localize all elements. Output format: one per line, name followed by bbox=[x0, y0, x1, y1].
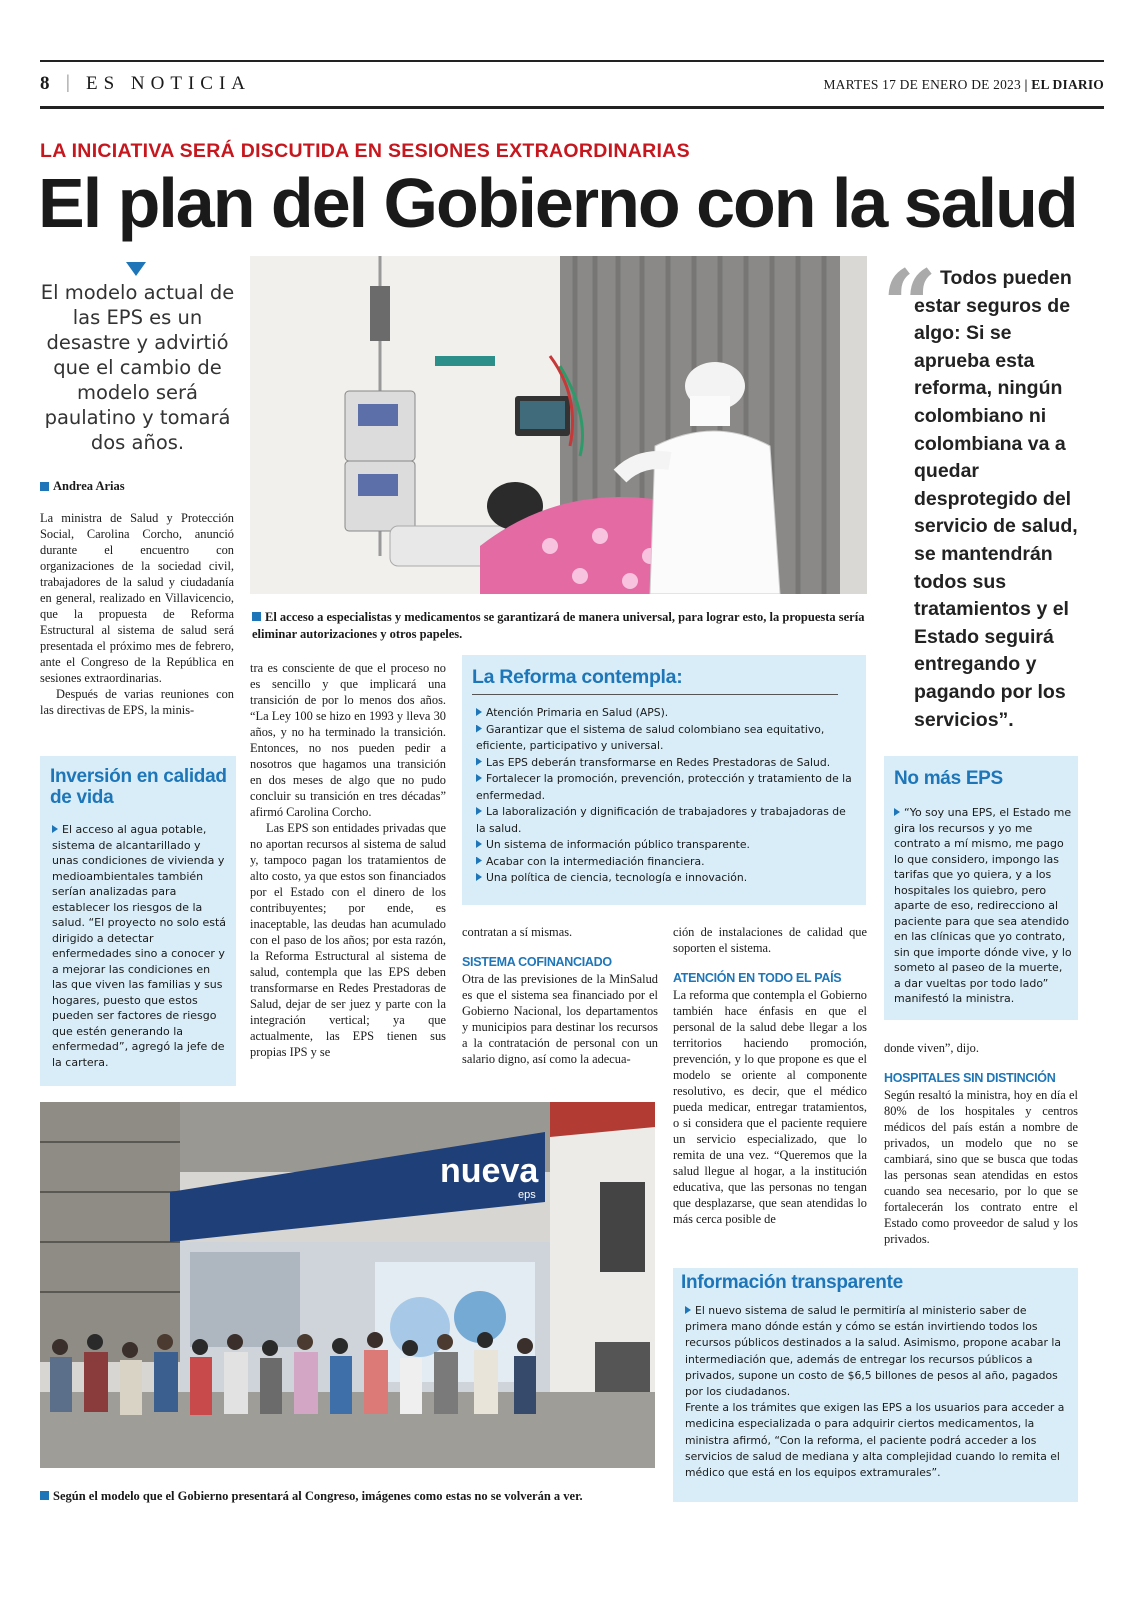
headline: El plan del Gobierno con la salud bbox=[38, 164, 1077, 242]
dateline: MARTES 17 DE ENERO DE 2023 | EL DIARIO bbox=[823, 77, 1104, 92]
arrow-bullet-icon bbox=[476, 873, 482, 881]
box-paragraph: El acceso al agua potable, sistema de alcantarillado y unas condiciones de vivienda y medioambientales también serían analizadas para establecer los riesgos de la salud. “El proyecto no solo está dirigido a detectar enfermedades sino a conocer y a mejorar las condiciones en las que viven las familias y sus hogares, puesto que estos pueden ser factores de riesgo que estén generando la enfermedad”, agregó la jefe de la cartera. bbox=[52, 823, 227, 1069]
list-item-text: Acabar con la intermediación financiera. bbox=[486, 854, 705, 868]
list-item-text: Garantizar que el sistema de salud colombiano sea equitativo, eficiente, participativo y universal. bbox=[476, 722, 825, 752]
square-bullet-icon bbox=[252, 612, 261, 621]
square-bullet-icon bbox=[40, 1491, 49, 1500]
author: Andrea Arias bbox=[53, 479, 125, 493]
sign-brand: nueva bbox=[440, 1152, 539, 1190]
box-paragraph bbox=[685, 1303, 1070, 1400]
paragraph: Otra de las previsiones de la MinSalud es que el sistema sea financiado por el Gobierno Nacional, los departamentos y municipios para destinar los recursos a la contratación de personal con un salario digno, así como la adecua- bbox=[462, 972, 658, 1066]
top-rule bbox=[40, 60, 1104, 62]
paragraph: Después de varias reuniones con las directivas de EPS, la minis- bbox=[40, 687, 234, 717]
list-item bbox=[476, 755, 856, 772]
byline bbox=[40, 479, 125, 494]
arrow-bullet-icon bbox=[476, 725, 482, 733]
subhead: SISTEMA COFINANCIADO bbox=[462, 955, 612, 969]
header-rule bbox=[40, 106, 1104, 109]
list-item bbox=[476, 771, 856, 804]
column-1 bbox=[40, 510, 234, 718]
box-no-eps bbox=[884, 756, 1078, 1020]
arrow-bullet-icon bbox=[476, 840, 482, 848]
square-bullet-icon bbox=[40, 482, 49, 491]
pull-quote: Todos pueden estar seguros de algo: Si se aprueba esta reforma, ningún colombiano ni colombiana va a quedar desprotegido del servicio de salud, se mantendrán todos sus tratamientos y el Estado seguirá entregando y pagando por los servicios”. bbox=[914, 267, 1078, 731]
box-info bbox=[673, 1268, 1078, 1502]
subhead: ATENCIÓN EN TODO EL PAÍS bbox=[673, 971, 842, 985]
arrow-bullet-icon bbox=[476, 857, 482, 865]
box-text bbox=[50, 822, 228, 1070]
quote-mark-icon: “ bbox=[882, 249, 938, 362]
paper-name: EL DIARIO bbox=[1031, 77, 1104, 92]
box-paragraph: Frente a los trámites que exigen las EPS a los usuarios para acceder a medicina especializada o para adquirir ciertos medicamentos, la ministra afirmó, “Con la reforma, el paciente podrá acceder a los servicios de salud de mediana y alta complejidad cuando lo remita el médico que está en los equipos extramurales”. bbox=[685, 1401, 1065, 1480]
paragraph: ción de instalaciones de calidad que soporten el sistema. bbox=[673, 925, 867, 955]
box-reforma bbox=[462, 655, 866, 905]
deck: El modelo actual de las EPS es un desastre y advirtió que el cambio de modelo será paulatino y tomará dos años. bbox=[40, 281, 235, 454]
list-item bbox=[476, 870, 856, 887]
paragraph: La ministra de Salud y Protección Social, Carolina Corcho, anunció durante el encuentro con organizaciones de la sociedad civil, trabajadores de la salud y ciudadanía en general, realizado en Villavicencio, que la propuesta de Reforma Estructural al sistema de salud será presentada el próximo mes de febrero, ante el Congreso de la República en sesiones extraordinarias. bbox=[40, 511, 234, 685]
column-5 bbox=[884, 1040, 1078, 1247]
box-title: Inversión en calidad de vida bbox=[50, 766, 227, 808]
sign-sub: eps bbox=[518, 1189, 536, 1201]
arrow-bullet-icon bbox=[476, 807, 482, 815]
eps-office-photo bbox=[40, 1102, 655, 1468]
list-item-text: Fortalecer la promoción, prevención, protección y tratamiento de la enfermedad. bbox=[476, 772, 852, 802]
page-number: 8 bbox=[40, 73, 51, 94]
arrow-bullet-icon bbox=[476, 708, 482, 716]
paragraph: contratan a sí mismas. bbox=[462, 925, 573, 939]
arrow-bullet-icon bbox=[894, 808, 900, 816]
arrow-bullet-icon bbox=[685, 1306, 691, 1314]
list-item-text: Un sistema de información público transparente. bbox=[486, 838, 750, 851]
hospital-photo bbox=[250, 256, 867, 594]
list-item bbox=[476, 854, 856, 871]
arrow-bullet-icon bbox=[52, 825, 58, 833]
arrow-bullet-icon bbox=[476, 758, 482, 766]
deck-triangle-icon bbox=[126, 262, 146, 276]
box-text bbox=[894, 805, 1072, 1007]
column-4 bbox=[673, 924, 867, 1227]
reforma-list bbox=[472, 705, 856, 887]
paragraph: Las EPS son entidades privadas que no aportan recursos al sistema de salud y, tampoco pagan los tratamientos de alto costo, ya que estos son financiados por el Estado con el dinero de los contribuyentes; por ende, es inaceptable, las deudas han acumulado con el paso de los años; por esta razón, la Reforma Estructural al sistema de salud, contempla que las EPS deben transformarse en Redes Prestadoras de Salud, dejar de ser juez y parte con la integración vertical; ya que actualmente, las EPS tienen sus propias IPS y se bbox=[250, 821, 446, 1059]
box-paragraph: “Yo soy una EPS, el Estado me gira los recursos y yo me contrato a mí mismo, me pago lo que considero, impongo las tarifas que yo quiera, y a los hospitales los quiebro, pero aparte de eso, redirecciono al paciente para que sea atendido en las clínicas que yo contrato, sin que importe dónde vive, y lo someto al paseo de la muerte, a dar vueltas por todo lado” manifestó la ministra. bbox=[894, 806, 1072, 1005]
photo2-caption bbox=[40, 1488, 655, 1505]
list-item-text: Una política de ciencia, tecnología e innovación. bbox=[486, 871, 748, 884]
issue-date: MARTES 17 DE ENERO DE 2023 bbox=[823, 77, 1021, 92]
paragraph: La reforma que contempla el Gobierno también hace énfasis en que el personal de la salud debe llegar a los territorios haciendo promoción, prevención, y lo que propone es que el modelo se oriente al componente resolutivo, es decir, que el médico pueda medicar, entregar tratamientos, o si considera que el paciente requiere un servicio especializado, que lo remita de una vez. “Queremos que la salud llegue al hogar, a la institución educativa, que las personas no tengan que desplazarse, que sean atendidas lo más cerca posible de bbox=[673, 988, 867, 1226]
kicker: LA INICIATIVA SERÁ DISCUTIDA EN SESIONES EXTRAORDINARIAS bbox=[40, 140, 690, 162]
list-item-text: Las EPS deberán transformarse en Redes Prestadoras de Salud. bbox=[486, 755, 831, 769]
list-item-text: La laboralización y dignificación de trabajadores y trabajadoras de la salud. bbox=[476, 805, 846, 835]
paragraph: donde viven”, dijo. bbox=[884, 1041, 979, 1055]
caption-text: El acceso a especialistas y medicamentos se garantizará de manera universal, para lograr esto, la propuesta sería eliminar autorizaciones y otros papeles. bbox=[252, 610, 865, 641]
list-item bbox=[476, 705, 856, 722]
box-text bbox=[681, 1303, 1070, 1481]
paragraph: tra es consciente de que el proceso no es sencillo y que implicará una transición de por lo menos dos años. “La Ley 100 se hizo en 1993 y lleva 30 años, y no ha terminado la transición. Entonces, no nos pueden pedir a nosotros que hagamos una transición en dos meses de algo que no pudo concluir su transición en tres décadas” afirmó Carolina Corcho. bbox=[250, 661, 446, 819]
box-paragraph-text: El nuevo sistema de salud le permitiría al ministerio saber de primera mano dónde están y cómo se están invirtiendo todos los recursos públicos destinados a la salud. Asimismo, propone acabar la intermediación que, además de entregar los recursos públicos a privados, supone un costo de $6,5 billones de pesos al año, pagados por los ciudadanos. bbox=[685, 1304, 1062, 1399]
list-item bbox=[476, 804, 856, 837]
caption-text: Según el modelo que el Gobierno presentará al Congreso, imágenes como estas no se volverán a ver. bbox=[53, 1489, 583, 1503]
list-item bbox=[476, 837, 856, 854]
eps-office-illustration bbox=[40, 1102, 655, 1468]
box-rule bbox=[472, 694, 838, 695]
box-title: No más EPS bbox=[894, 768, 1003, 789]
column-2 bbox=[250, 660, 446, 1060]
box-inversion bbox=[40, 756, 236, 1086]
subhead: HOSPITALES SIN DISTINCIÓN bbox=[884, 1071, 1056, 1085]
box-title: Información transparente bbox=[681, 1272, 903, 1293]
hospital-illustration bbox=[250, 256, 867, 594]
arrow-bullet-icon bbox=[476, 774, 482, 782]
list-item bbox=[476, 722, 856, 755]
list-item-text: Atención Primaria en Salud (APS). bbox=[486, 706, 669, 719]
header-separator: | bbox=[66, 72, 70, 93]
paragraph: Según resaltó la ministra, hoy en día el 80% de los hospitales y centros médicos del país están a nombre de privados, un modelo que no se cambiará, sino que se busca que todas las personas sean atendidas en estos cuando sea necesario, por lo que se fortalecerán los contrato entre el Estado como proveedor de salud y los privados. bbox=[884, 1088, 1078, 1246]
box-title: La Reforma contempla: bbox=[472, 666, 683, 688]
photo1-caption bbox=[252, 609, 866, 643]
column-3 bbox=[462, 924, 658, 1067]
section-name: ES NOTICIA bbox=[86, 73, 252, 94]
